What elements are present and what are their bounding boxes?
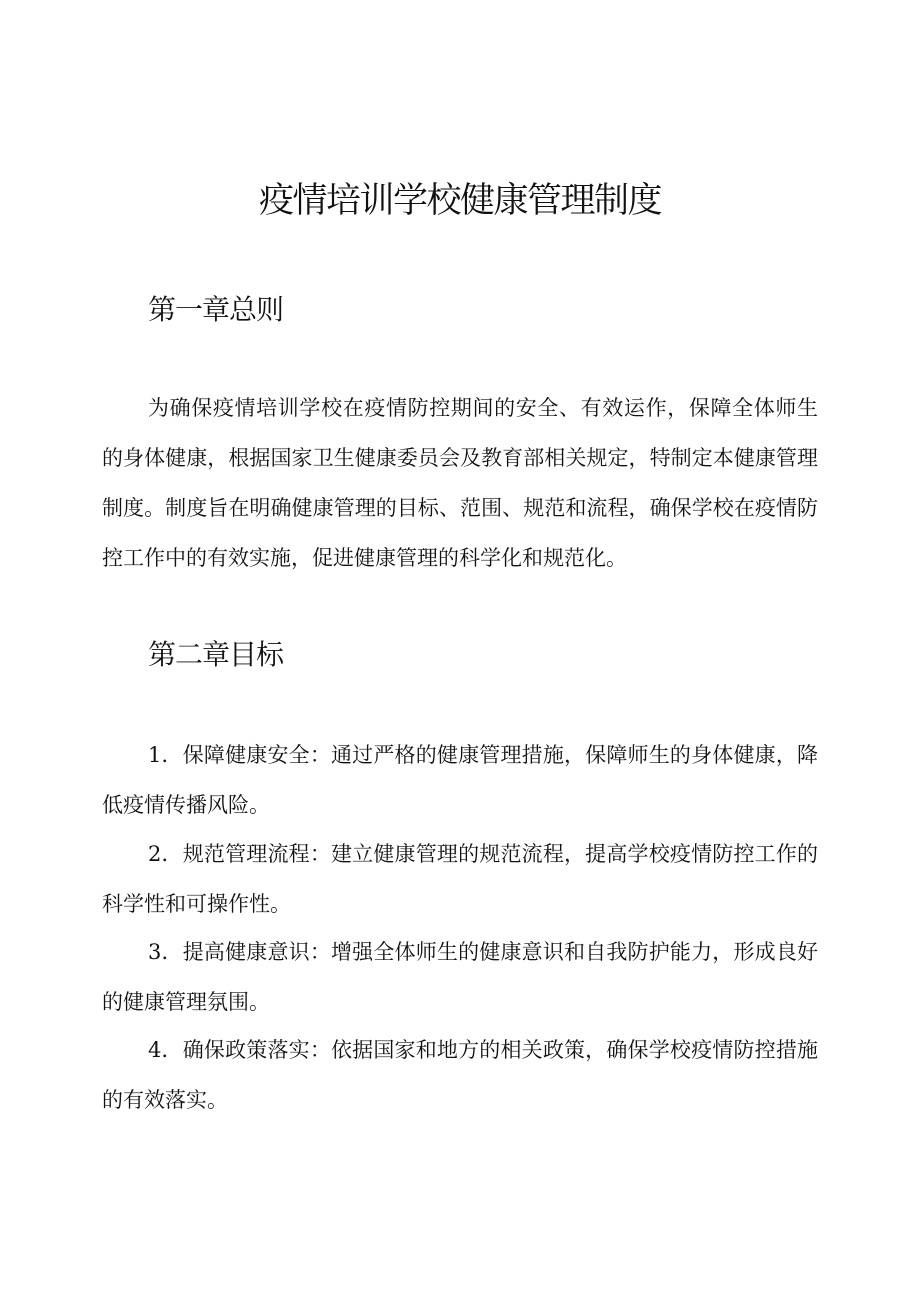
goal-item-2: 2．规范管理流程：建立健康管理的规范流程，提高学校疫情防控工作的科学性和可操作性。 xyxy=(102,842,818,916)
goal-item-4: 4．确保政策落实：依据国家和地方的相关政策，确保学校疫情防控措施的有效落实。 xyxy=(102,1038,818,1112)
goal-item-3: 3．提高健康意识：增强全体师生的健康意识和自我防护能力，形成良好的健康管理氛围。 xyxy=(102,940,818,1014)
goal-item-1: 1．保障健康安全：通过严格的健康管理措施，保障师生的身体健康，降低疫情传播风险。 xyxy=(102,743,818,817)
document-title: 疫情培训学校健康管理制度 xyxy=(258,181,661,221)
chapter-2-heading: 第二章目标 xyxy=(148,638,284,671)
chapter-1-paragraph: 为确保疫情培训学校在疫情防控期间的安全、有效运作，保障全体师生的身体健康，根据国家卫生健康委员会及教育部相关规定，特制定本健康管理制度。制度旨在明确健康管理的目标、范围、规范和流程，确保学校在疫情防控工作中的有效实施，促进健康管理的科学化和规范化。 xyxy=(102,396,818,570)
chapter-1-heading: 第一章总则 xyxy=(148,293,284,326)
